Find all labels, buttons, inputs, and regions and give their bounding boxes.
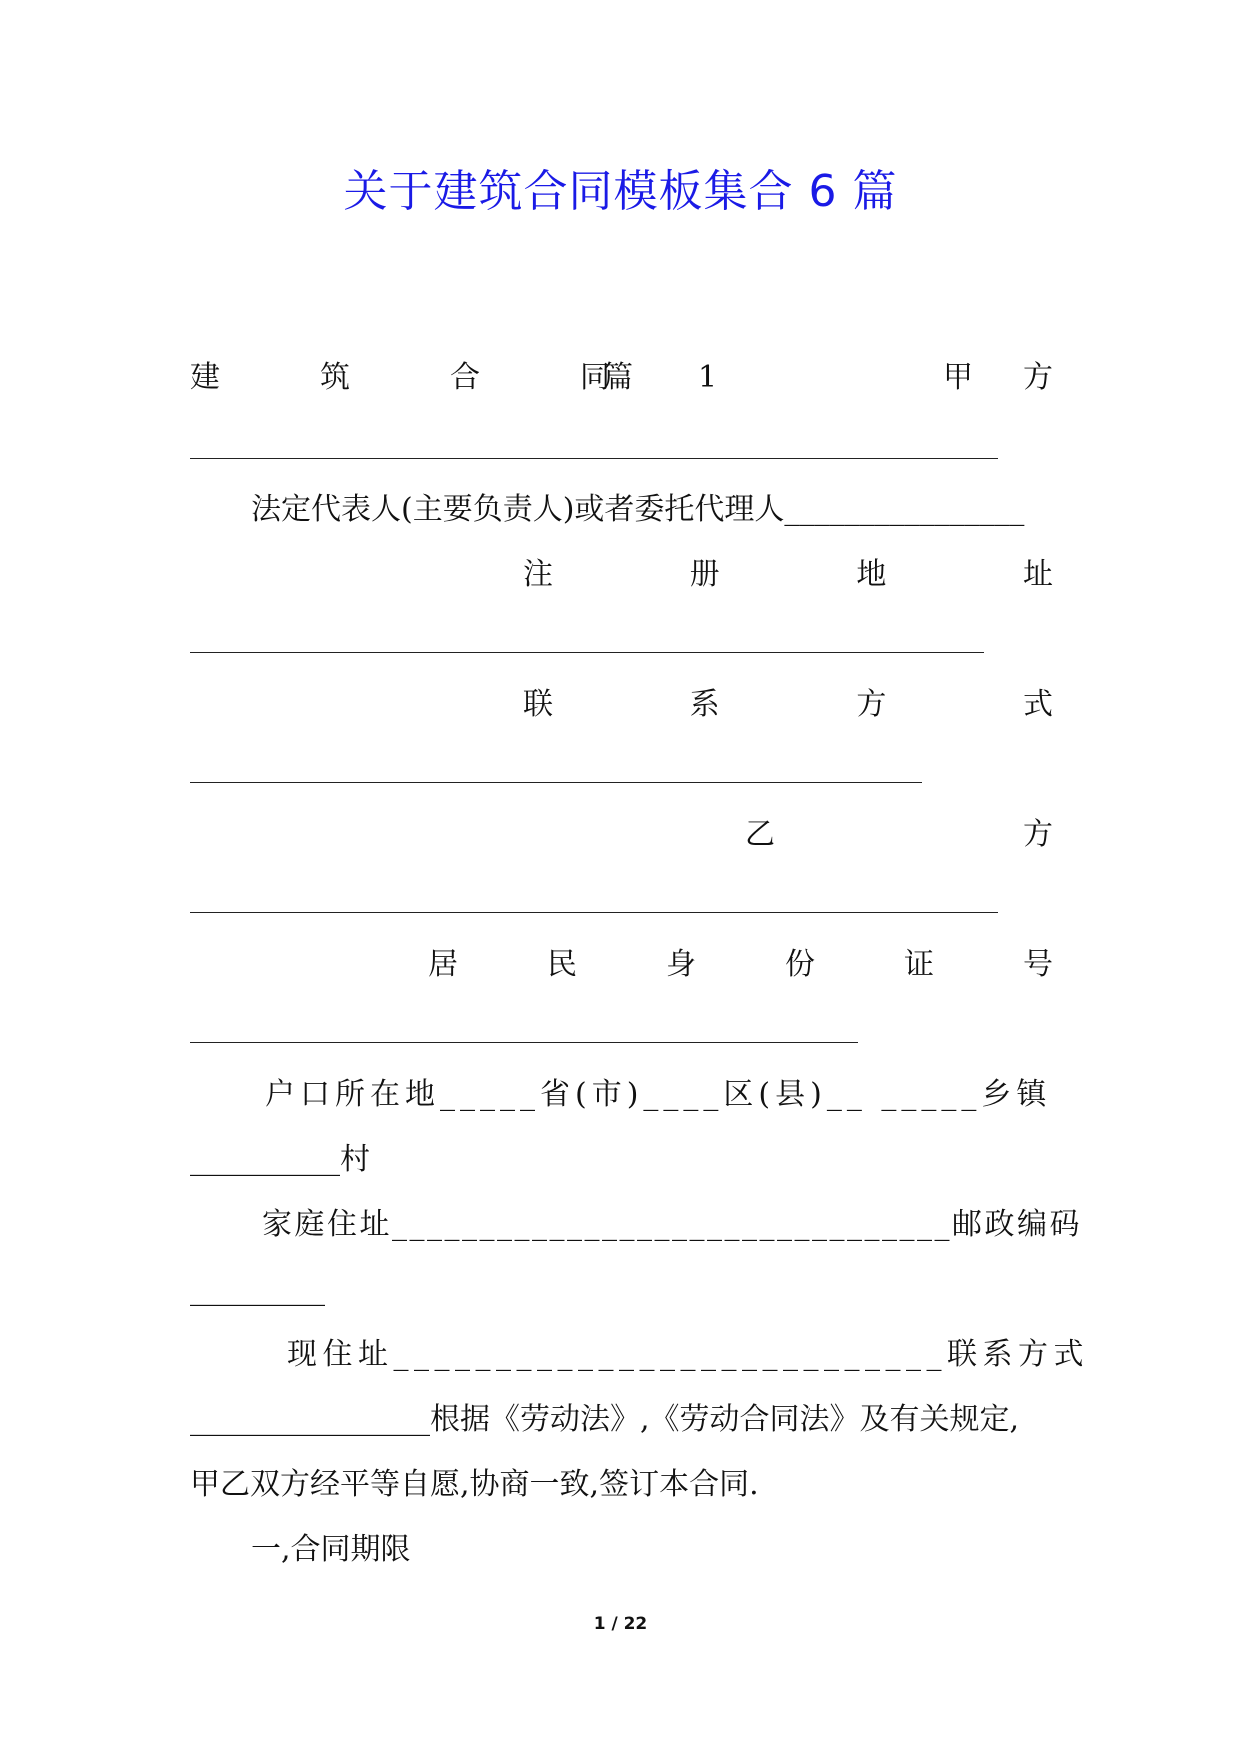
agreement-line: 甲乙双方经平等自愿,协商一致,签订本合同. — [190, 1467, 759, 1502]
heading-char: 筑 — [320, 360, 350, 395]
current-address-line: 现住址___________________________联系方式 — [287, 1337, 1089, 1372]
heading-char: 合 — [450, 360, 480, 395]
party-b-label: 乙 方 — [745, 817, 1053, 852]
heading-char: 建 — [190, 360, 220, 395]
id-number-label: 居 民 身 份 证 号 — [428, 947, 1053, 982]
heading-number: 1 — [698, 360, 718, 395]
document-title: 关于建筑合同模板集合 6 篇 — [343, 166, 898, 217]
heading-char: 同 — [580, 360, 610, 395]
registered-address-label: 注 册 地 址 — [523, 557, 1053, 592]
legal-representative-line: 法定代表人(主要负责人)或者委托代理人________________ — [251, 492, 1025, 527]
party-a-blank — [190, 458, 998, 459]
home-address-line: 家庭住址________________________________邮政编码 — [262, 1207, 1082, 1242]
heading-pian: 篇 — [603, 360, 633, 395]
party-a-contact-label: 联 系 方 式 — [523, 687, 1053, 722]
postcode-blank: _________ — [190, 1272, 325, 1307]
id-number-blank — [190, 1042, 858, 1043]
village-line: __________村 — [190, 1142, 370, 1177]
party-a-label: 甲 方 — [943, 360, 1053, 395]
legal-basis-line: ________________根据《劳动法》,《劳动合同法》及有关规定, — [190, 1402, 1020, 1437]
page-number: 1 / 22 — [593, 1614, 648, 1634]
party-a-contact-blank — [190, 782, 922, 783]
section-contract-term: 一,合同期限 — [251, 1532, 411, 1567]
hukou-line: 户口所在地_____省(市)____区(县)__ _____乡镇 — [265, 1077, 1052, 1112]
registered-address-blank — [190, 652, 984, 653]
party-b-blank — [190, 912, 998, 913]
contract-heading-row — [190, 358, 610, 398]
